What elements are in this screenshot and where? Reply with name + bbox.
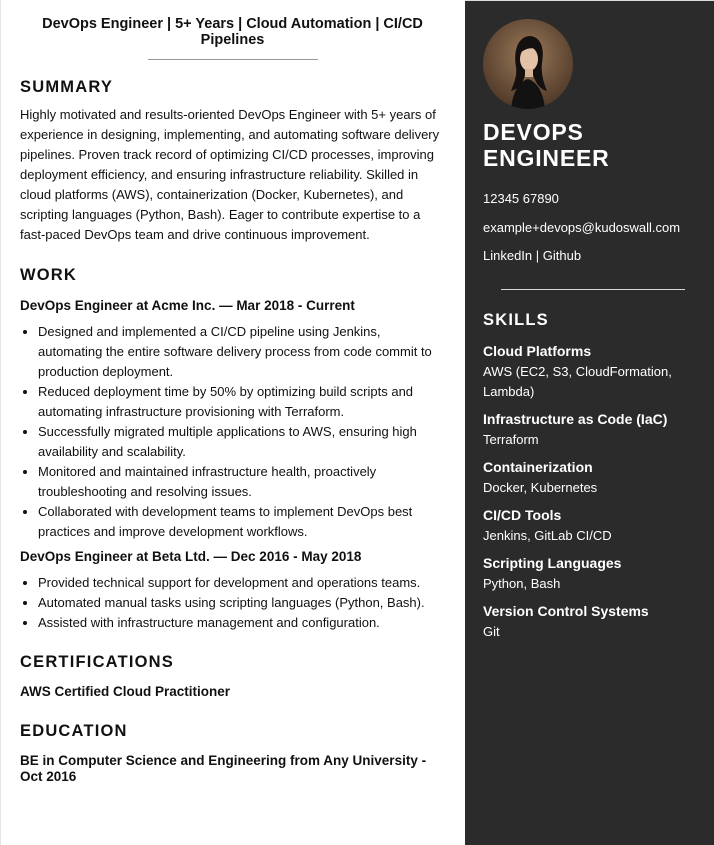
skill-name: Scripting Languages: [483, 555, 622, 571]
profile-photo-illustration: [483, 19, 573, 109]
job-bullet: • Designed and implemented a CI/CD pipeline using Jenkins, automating the entire software delivery process from code commit to production deployment.: [38, 322, 445, 382]
skills-heading: SKILLS: [483, 311, 549, 329]
skill-name: CI/CD Tools: [483, 507, 562, 523]
headline-divider: [148, 59, 318, 60]
skill-name: Cloud Platforms: [483, 343, 592, 359]
skill-item: [483, 342, 696, 402]
skill-name: Version Control Systems: [483, 603, 649, 619]
skill-item: [483, 554, 696, 594]
job-bullet: • Successfully migrated multiple applications to AWS, ensuring high availability and scalability.: [38, 422, 445, 462]
profile-photo: [483, 19, 573, 109]
job-title: DevOps Engineer at Acme Inc. — Mar 2018 - Current: [20, 298, 355, 313]
skill-item: [483, 458, 696, 498]
certifications-heading: CERTIFICATIONS: [20, 653, 174, 671]
sidebar-name: DEVOPS ENGINEER: [483, 119, 610, 171]
certification-item: AWS Certified Cloud Practitioner: [20, 684, 231, 699]
skill-value: AWS (EC2, S3, CloudFormation, Lambda): [483, 364, 672, 399]
skill-item: [483, 506, 696, 546]
skill-item: [483, 602, 696, 642]
skills-list: [483, 342, 696, 642]
sidebar-divider: [501, 289, 685, 290]
resume-headline: DevOps Engineer | 5+ Years | Cloud Automation | CI/CD Pipelines: [42, 16, 423, 48]
skill-value: Jenkins, GitLab CI/CD: [483, 528, 612, 543]
job-bullet: • Automated manual tasks using scripting languages (Python, Bash).: [38, 593, 445, 613]
job-bullet: • Reduced deployment time by 50% by optimizing build scripts and automating infrastructure provisioning with Terraform.: [38, 382, 445, 422]
sidebar: [465, 0, 714, 845]
skill-value: Git: [483, 624, 500, 639]
job-bullets: [20, 573, 445, 633]
job-title: DevOps Engineer at Beta Ltd. — Dec 2016 - May 2018: [20, 549, 362, 564]
work-heading: WORK: [20, 266, 78, 284]
job-bullet: • Collaborated with development teams to implement DevOps best practices and improve development workflows.: [38, 502, 445, 542]
job-bullet: • Monitored and maintained infrastructure health, proactively troubleshooting and resolving issues.: [38, 462, 445, 502]
education-item: BE in Computer Science and Engineering from Any University - Oct 2016: [20, 753, 427, 784]
summary-heading: SUMMARY: [20, 78, 114, 96]
skill-name: Containerization: [483, 459, 593, 475]
skill-value: Python, Bash: [483, 576, 561, 591]
job-bullet: • Provided technical support for development and operations teams.: [38, 573, 445, 593]
job-bullet: • Assisted with infrastructure management and configuration.: [38, 613, 445, 633]
phone-number: 12345 67890: [483, 191, 559, 206]
education-heading: EDUCATION: [20, 722, 128, 740]
skill-value: Terraform: [483, 432, 539, 447]
summary-text: Highly motivated and results-oriented DevOps Engineer with 5+ years of experience in designing, implementing, and automating software delivery pipelines. Proven track record of optimizing CI/CD processes, improving deployment efficiency, and ensuring infrastructure reliability. Skilled in cloud platforms (AWS), containerization (Docker, Kubernetes), and scripting languages (Python, Bash). Eager to contribute expertise to a fast-paced DevOps team and drive continuous improvement.: [20, 107, 440, 242]
skill-name: Infrastructure as Code (IaC): [483, 411, 668, 427]
skill-value: Docker, Kubernetes: [483, 480, 598, 495]
job-bullets: [20, 322, 445, 542]
skill-item: [483, 410, 696, 450]
profile-links[interactable]: LinkedIn | Github: [483, 248, 582, 263]
email-address[interactable]: example+devops@kudoswall.com: [483, 220, 681, 235]
